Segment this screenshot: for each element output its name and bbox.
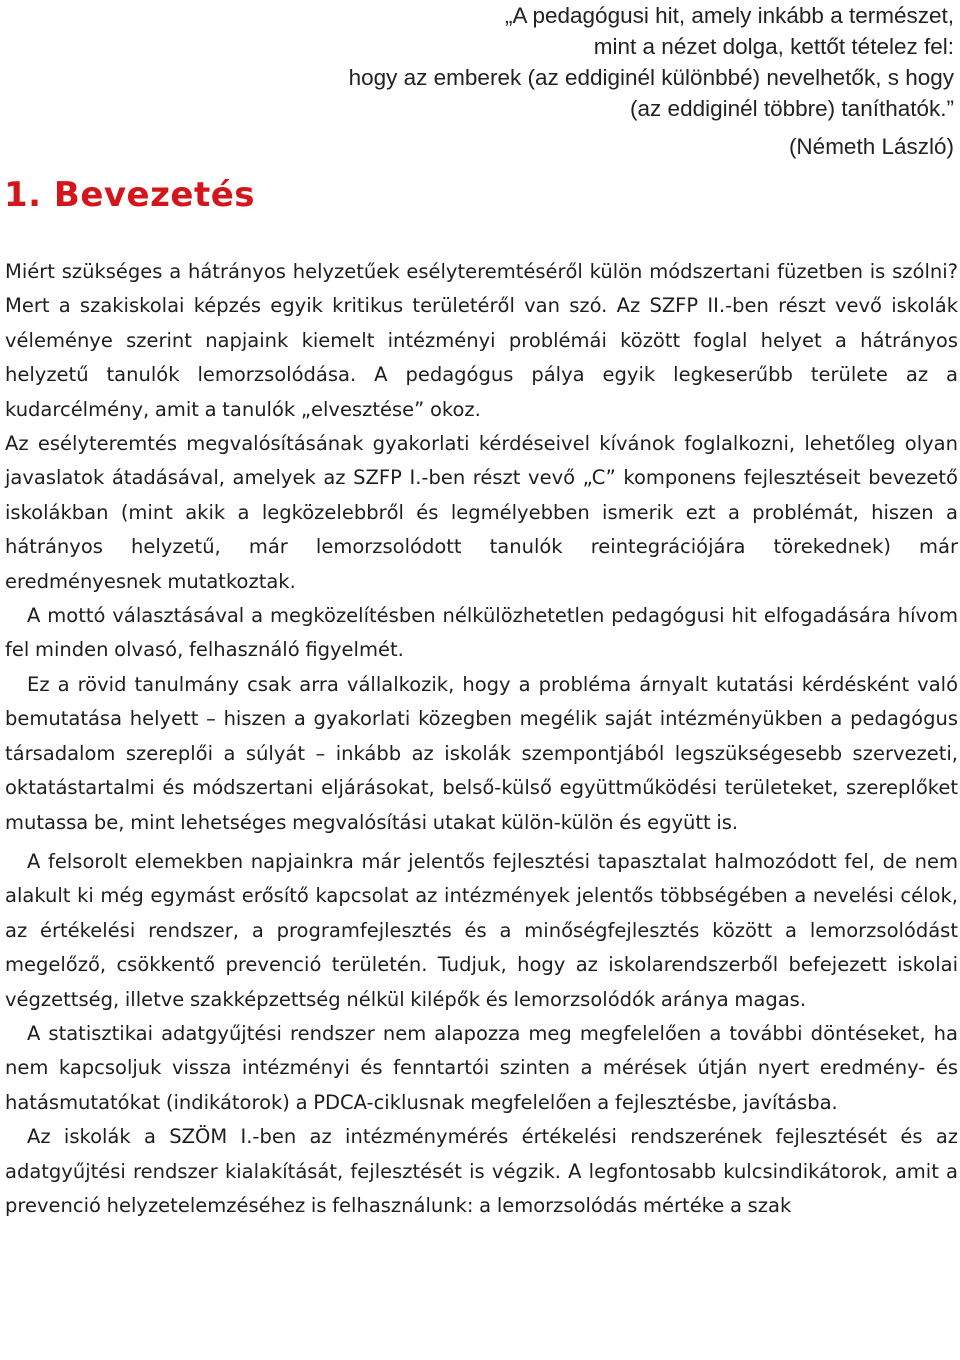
paragraph: Miért szükséges a hátrányos helyzetűek esélyteremtéséről külön módszertani füzetben is szólni? Mert a szakiskolai képzés egyik kritikus területéről van szó. Az SZFP II.-ben részt vevő iskolák véleménye szerint napjaink kiemelt intézményi problémái között foglal helyet a hátrányos helyzetű tanulók lemorzsolódása. A pedagógus pálya egyik legkeserűbb területe az a kudarcélmény, amit a tanulók „elvesztése” okoz. bbox=[5, 260, 958, 421]
paragraph: A felsorolt elemekben napjainkra már jelentős fejlesztési tapasztalat halmozódott fel, de nem alakult ki még egymást erősítő kapcsolat az intézmények jelentős többségében a nevelési célok, az értékelési rendszer, a programfejlesztés és a minőségfejlesztés között a lemorzsolódást megelőző, csökkentő prevenció területén. Tudjuk, hogy az iskolarendszerből befejezett iskolai végzettség, illetve szakképzettség nélkül kilépők és lemorzsolódók aránya magas. bbox=[5, 849, 958, 1011]
motto-line: „A pedagógusi hit, amely inkább a természet, bbox=[504, 3, 954, 28]
paragraph: Az esélyteremtés megvalósításának gyakorlati kérdéseivel kívánok foglalkozni, lehetőleg olyan javaslatok átadásával, amelyek az SZFP I.-ben részt vevő „C” komponens fejlesztéseit bevezető iskolákban (mint akik a legközelebbről és legmélyebben ismerik ezt a problémát, hiszen a hátrányos helyzetű, már lemorzsolódott tanulók reintegrációjára törekednek) már eredményesnek mutatkoztak. bbox=[5, 432, 958, 593]
motto-line: mint a nézet dolga, kettőt tételez fel: bbox=[593, 34, 954, 59]
motto-line: hogy az emberek (az eddiginél különbbé) nevelhetők, s hogy bbox=[348, 65, 954, 90]
paragraph: Az iskolák a SZÖM I.-ben az intézménymérés értékelési rendszerének fejlesztését és az adatgyűjtési rendszer kialakítását, fejlesztését is végzik. A legfontosabb kulcsindikátorok, amit a prevenció helyzetelemzéséhez is felhasználunk: a lemorzsolódás mértéke a szak bbox=[5, 1125, 958, 1217]
paragraph: Ez a rövid tanulmány csak arra vállalkozik, hogy a probléma árnyalt kutatási kérdésként való bemutatása helyett – hiszen a gyakorlati közegben megélik saját intézményükben a pedagógus társadalom szereplői a súlyát – inkább az iskolák szempontjából legszükségesebb szervezeti, oktatástartalmi és módszertani eljárásokat, belső-külső együttműködési területeket, szereplőket mutassa be, mint lehetséges megvalósítási utakat külön-külön és együtt is. bbox=[5, 672, 958, 834]
motto-line: (az eddiginél többre) taníthatók.” bbox=[630, 96, 954, 121]
section-heading: 1. Bevezetés bbox=[4, 175, 256, 215]
paragraph: A mottó választásával a megközelítésben nélkülözhetetlen pedagógusi hit elfogadására hívom fel minden olvasó, felhasználó figyelmét. bbox=[5, 604, 958, 662]
motto-author: (Németh László) bbox=[788, 134, 954, 159]
motto-quote bbox=[254, 0, 954, 162]
body-text bbox=[5, 255, 958, 1223]
paragraph: A statisztikai adatgyűjtési rendszer nem alapozza meg megfelelően a további döntéseket, ha nem kapcsoljuk vissza intézményi és fenntartói szinten a mérések útján nyert eredmény- és hatásmutatókat (indikátorok) a PDCA-ciklusnak megfelelően a fejlesztésbe, javításba. bbox=[5, 1021, 958, 1114]
